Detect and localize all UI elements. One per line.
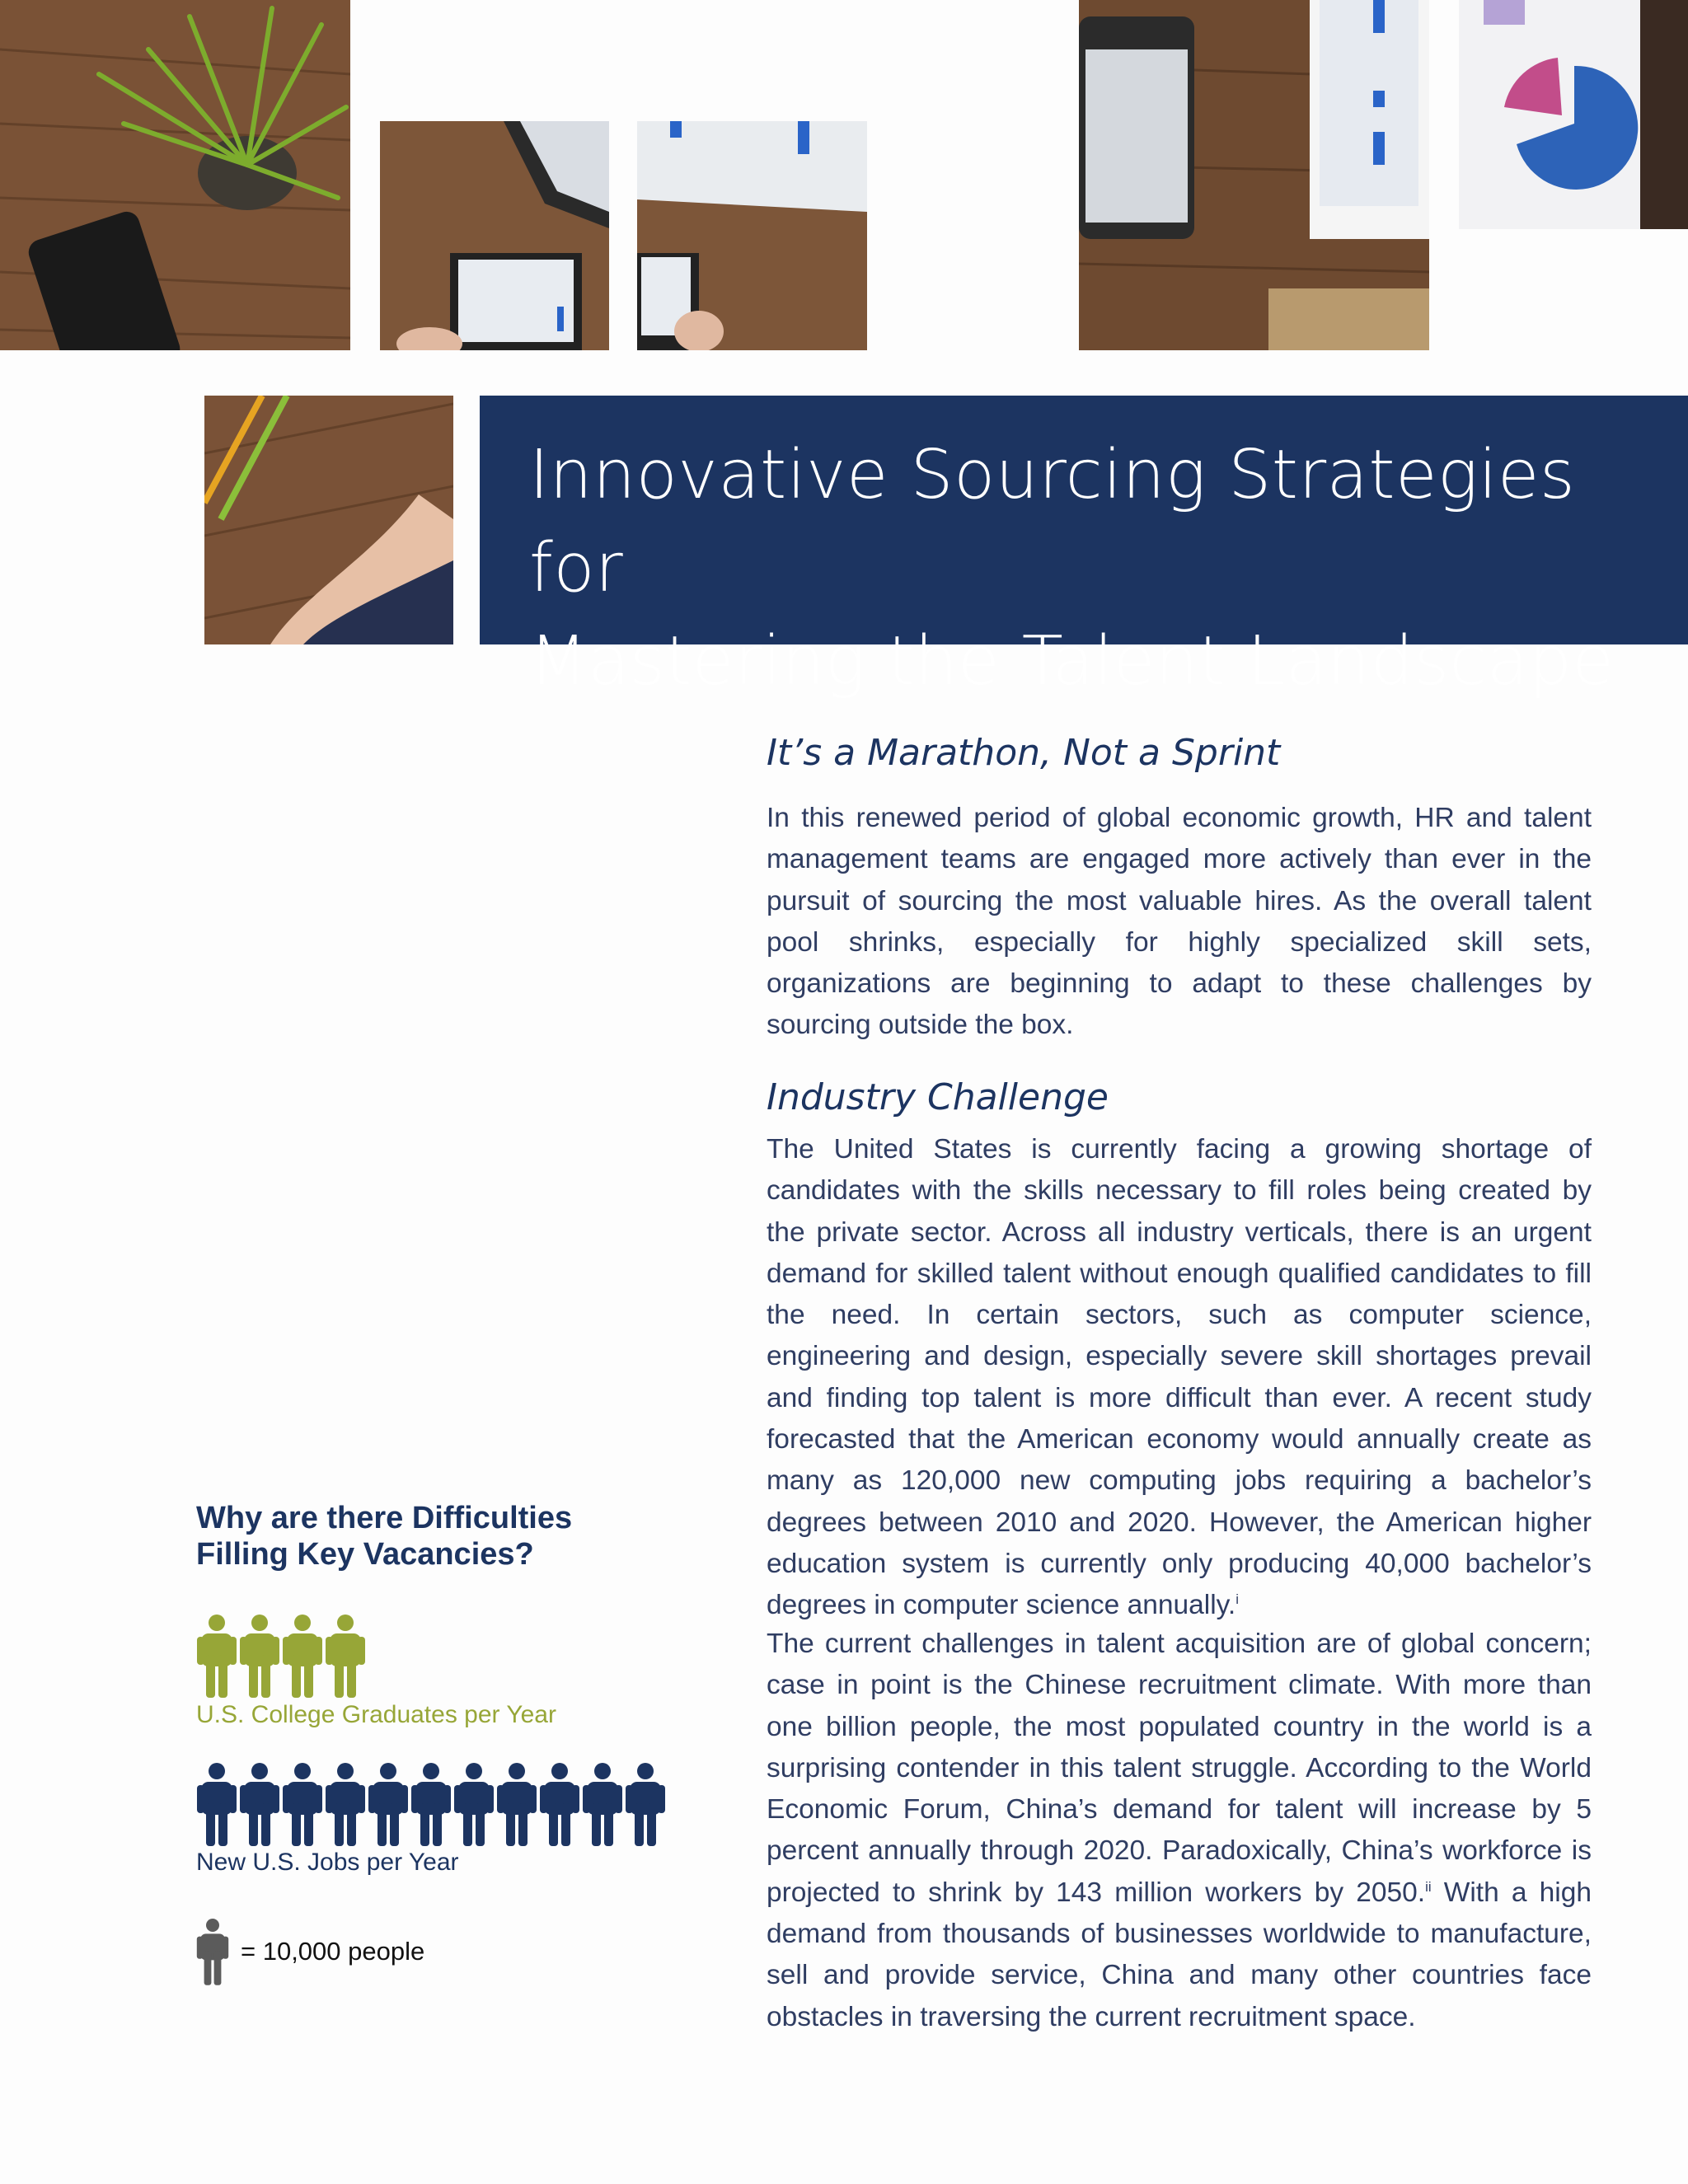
person-icon xyxy=(325,1762,366,1846)
person-icon xyxy=(196,1614,237,1698)
industry-challenge-heading: Industry Challenge xyxy=(767,1076,1109,1118)
person-icon xyxy=(496,1762,537,1846)
industry-challenge-paragraph-2-text-b: With a high demand from thousands of businesses worldwide to manufacture, sell and provide service, China and many other countries face obstacles in traversing the current recruitment space. xyxy=(767,1877,1592,2032)
jobs-people-row xyxy=(196,1762,666,1846)
photo-plant-phone xyxy=(0,0,350,350)
infographic-title-line-2: Filling Key Vacancies? xyxy=(196,1537,534,1572)
infographic-title-line-1: Why are there Difficulties xyxy=(196,1501,573,1535)
photo-tablet-chart xyxy=(637,121,867,350)
person-icon xyxy=(325,1614,366,1698)
graduates-people-row xyxy=(196,1614,366,1698)
person-icon xyxy=(282,1614,323,1698)
industry-challenge-paragraph-2 xyxy=(767,1624,1592,2038)
person-icon xyxy=(453,1762,495,1846)
photo-desk-tablet xyxy=(1079,0,1429,350)
title-banner xyxy=(480,396,1688,701)
page-title xyxy=(529,429,1655,708)
industry-challenge-paragraph-2-text-a: The current challenges in talent acquisition are of global concern; case in point is the Chinese recruitment climate. With more than one billion people, the most populated country in the world is a surprising contender in this talent struggle. According to the World Economic Forum, China’s demand for talent will increase by 5 percent annually through 2020. Paradoxically, China’s workforce is projected to shrink by 143 million workers by 2050. xyxy=(767,1629,1592,1908)
infographic-title xyxy=(196,1500,658,1572)
legend xyxy=(196,1917,424,1986)
jobs-caption: New U.S. Jobs per Year xyxy=(196,1849,459,1876)
graduates-caption: U.S. College Graduates per Year xyxy=(196,1701,556,1728)
industry-challenge-paragraph-1-text: The United States is currently facing a growing shortage of candidates with the skills necessary to fill roles being created by the private sector. Across all industry verticals, there is an urgent demand for skilled talent without enough qualified candidates to fill the need. In certain sectors, such as computer science, engineering and design, especially severe skill shortages prevail and finding top talent is more difficult than ever. A recent study forecasted that the American economy would annually create as many as 120,000 new computing jobs requiring a bachelor’s degrees between 2010 and 2020. However, the American higher education system is currently only producing 40,000 bachelor’s degrees in computer science annually. xyxy=(767,1134,1592,1621)
footnote-marker-2: ii xyxy=(1425,1878,1432,1895)
person-icon xyxy=(282,1762,323,1846)
person-icon xyxy=(410,1762,452,1846)
person-icon xyxy=(582,1762,623,1846)
person-icon xyxy=(196,1762,237,1846)
page-title-line-1: Innovative Sourcing Strategies for xyxy=(529,436,1576,607)
photo-pie-chart xyxy=(1459,0,1688,229)
industry-challenge-paragraph-1 xyxy=(767,1129,1592,1627)
person-icon xyxy=(539,1762,580,1846)
person-icon xyxy=(625,1762,666,1846)
page-title-line-2: Mastering the Talent Landscape xyxy=(529,622,1615,701)
person-icon xyxy=(196,1917,229,1986)
marathon-heading: It’s a Marathon, Not a Sprint xyxy=(767,732,1281,774)
person-icon xyxy=(239,1762,280,1846)
person-icon xyxy=(368,1762,409,1846)
photo-hand-pencil xyxy=(204,396,453,644)
person-icon xyxy=(239,1614,280,1698)
marathon-body: In this renewed period of global economic growth, HR and talent management teams are engaged more actively than ever in the pursuit of sourcing the most valuable hires. As the overall talent pool shrinks, especially for highly specialized skill sets, organizations are beginning to adapt to these challenges by sourcing outside the box. xyxy=(767,803,1592,1041)
legend-text: = 10,000 people xyxy=(241,1937,425,1966)
footnote-marker-1: i xyxy=(1236,1591,1239,1608)
photo-tablet-hand xyxy=(380,121,609,350)
